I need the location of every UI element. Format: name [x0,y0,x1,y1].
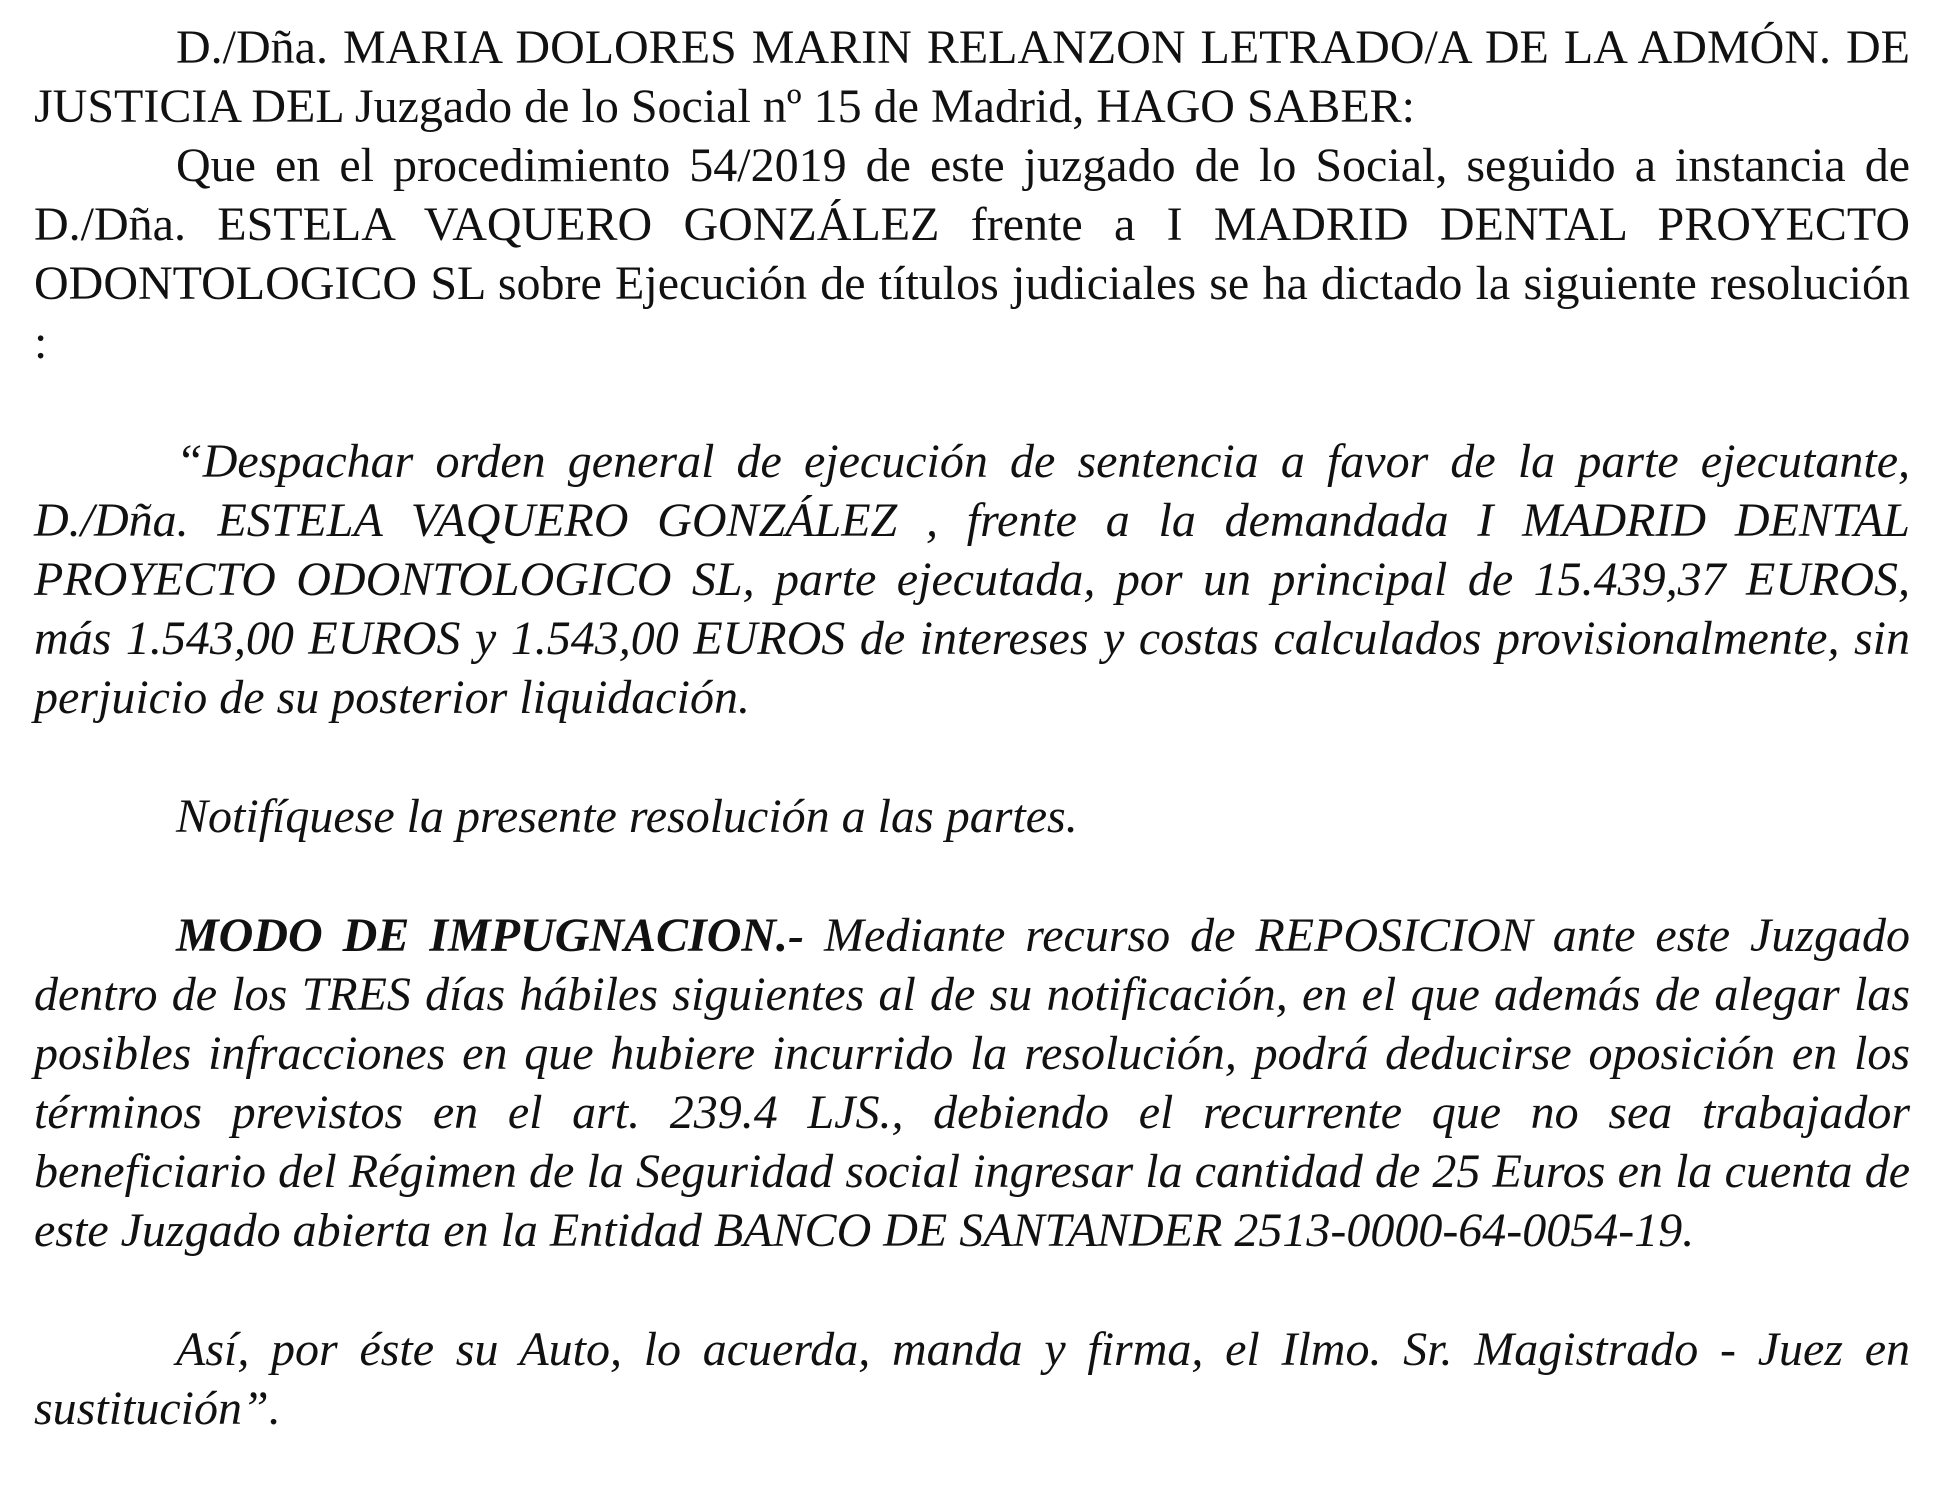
closing-paragraph: Así, por éste su Auto, lo acuerda, manda y firma, el Ilmo. Sr. Magistrado - Juez en sustitución”. [34,1323,1910,1435]
notify-paragraph: Notifíquese la presente resolución a las partes. [176,790,1078,843]
order-paragraph: “Despachar orden general de ejecución de sentencia a favor de la parte ejecutante, D./Dña. ESTELA VAQUERO GONZÁLEZ , frente a la demandada I MADRID DENTAL PROYECTO ODONTOLOGICO SL, parte ejecutada, por un principal de 15.439,37 EUROS, más 1.543,00 EUROS y 1.543,00 EUROS de intereses y costas calculados provisionalmente, sin perjuicio de su posterior liquidación. [34,435,1910,724]
impugnation-heading: MODO DE IMPUGNACION.- [176,909,805,962]
document-page [34,18,1910,1438]
procedure-paragraph: Que en el procedimiento 54/2019 de este juzgado de lo Social, seguido a instancia de D./Dña. ESTELA VAQUERO GONZÁLEZ frente a I MADRID DENTAL PROYECTO ODONTOLOGICO SL sobre Ejecución de títulos judiciales se ha dictado la siguiente resolución : [34,139,1910,369]
paragraph-gap [34,1260,1910,1320]
impugnation-paragraph [34,906,1910,1260]
paragraph-gap [34,846,1910,906]
impugnation-body: Mediante recurso de REPOSICION ante este Juzgado dentro de los TRES días hábiles siguientes al de su notificación, en el que además de alegar las posibles infracciones en que hubiere incurrido la resolución, podrá deducirse oposición en los términos previstos en el art. 239.4 LJS., debiendo el recurrente que no sea trabajador beneficiario del Régimen de la Seguridad social ingresar la cantidad de 25 Euros en la cuenta de este Juzgado abierta en la Entidad BANCO DE SANTANDER 2513-0000-64-0054-19. [34,909,1910,1257]
header-paragraph: D./Dña. MARIA DOLORES MARIN RELANZON LETRADO/A DE LA ADMÓN. DE JUSTICIA DEL Juzgado de lo Social nº 15 de Madrid, HAGO SABER: [34,21,1910,133]
paragraph-gap [34,727,1910,787]
paragraph-gap [34,372,1910,432]
